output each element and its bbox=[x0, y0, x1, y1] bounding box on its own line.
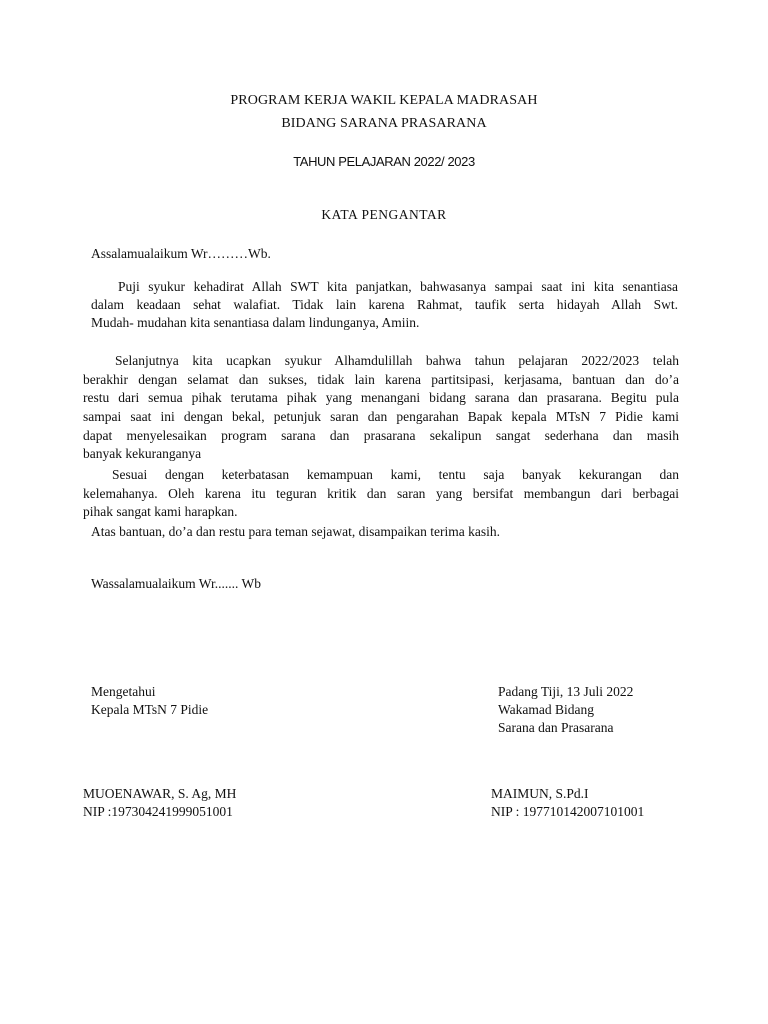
para2-line1: Selanjutnya kita ucapkan syukur Alhamdulillah bahwa tahun pelajaran 2022/2023 telah bbox=[115, 353, 679, 368]
sign-right-place-date: Padang Tiji, 13 Juli 2022 bbox=[498, 684, 634, 699]
sign-left-acknowledged: Mengetahui bbox=[91, 684, 156, 699]
para2-line3: restu dari semua pihak terutama pihak yang menangani bidang sarana dan prasarana. Begitu pula bbox=[83, 390, 679, 405]
doc-title-line1: PROGRAM KERJA WAKIL KEPALA MADRASAH bbox=[230, 93, 538, 108]
sign-right-nip: NIP : 197710142007101001 bbox=[491, 804, 645, 819]
para2-line4: sampai saat ini dengan bekal, petunjuk saran dan pengarahan Bapak kepala MTsN 7 Pidie kami bbox=[83, 409, 679, 424]
para1-line3: Mudah- mudahan kita senantiasa dalam lindunganya, Amiin. bbox=[91, 315, 420, 330]
sign-right-field: Sarana dan Prasarana bbox=[498, 720, 614, 735]
closing-greeting: Wassalamualaikum Wr....... Wb bbox=[91, 576, 261, 591]
para2-line6: banyak kekuranganya bbox=[83, 446, 202, 461]
para2-line5: dapat menyelesaikan program sarana dan prasarana sekalipun sangat sederhana dan masih bbox=[83, 428, 679, 443]
sign-left-name: MUOENAWAR, S. Ag, MH bbox=[83, 786, 237, 801]
doc-title-line2: BIDANG SARANA PRASARANA bbox=[281, 116, 487, 131]
para1-line2: dalam keadaan sehat walafiat. Tidak lain karena Rahmat, taufik serta hidayah Allah Swt. bbox=[91, 297, 678, 312]
para1-line1: Puji syukur kehadirat Allah SWT kita panjatkan, bahwasanya sampai saat ini kita senantiasa bbox=[118, 279, 678, 294]
para3-line2: kelemahanya. Oleh karena itu teguran kritik dan saran yang bersifat membangun dari berbagai bbox=[83, 486, 679, 501]
sign-left-nip: NIP :197304241999051001 bbox=[83, 804, 233, 819]
para4: Atas bantuan, do’a dan restu para teman sejawat, disampaikan terima kasih. bbox=[91, 524, 500, 539]
section-heading: KATA PENGANTAR bbox=[321, 207, 447, 222]
sign-right-name: MAIMUN, S.Pd.I bbox=[491, 786, 589, 801]
greeting: Assalamualaikum Wr………Wb. bbox=[91, 246, 271, 261]
sign-right-position: Wakamad Bidang bbox=[498, 702, 595, 717]
para3-line1: Sesuai dengan keterbatasan kemampuan kami, tentu saja banyak kekurangan dan bbox=[112, 467, 679, 482]
sign-left-position: Kepala MTsN 7 Pidie bbox=[91, 702, 209, 717]
para2-line2: berakhir dengan selamat dan sukses, tidak lain karena partitsipasi, kerjasama, bantuan dan do’a bbox=[83, 372, 679, 387]
academic-year: TAHUN PELAJARAN 2022/ 2023 bbox=[293, 154, 475, 169]
para3-line3: pihak sangat kami harapkan. bbox=[83, 504, 238, 519]
